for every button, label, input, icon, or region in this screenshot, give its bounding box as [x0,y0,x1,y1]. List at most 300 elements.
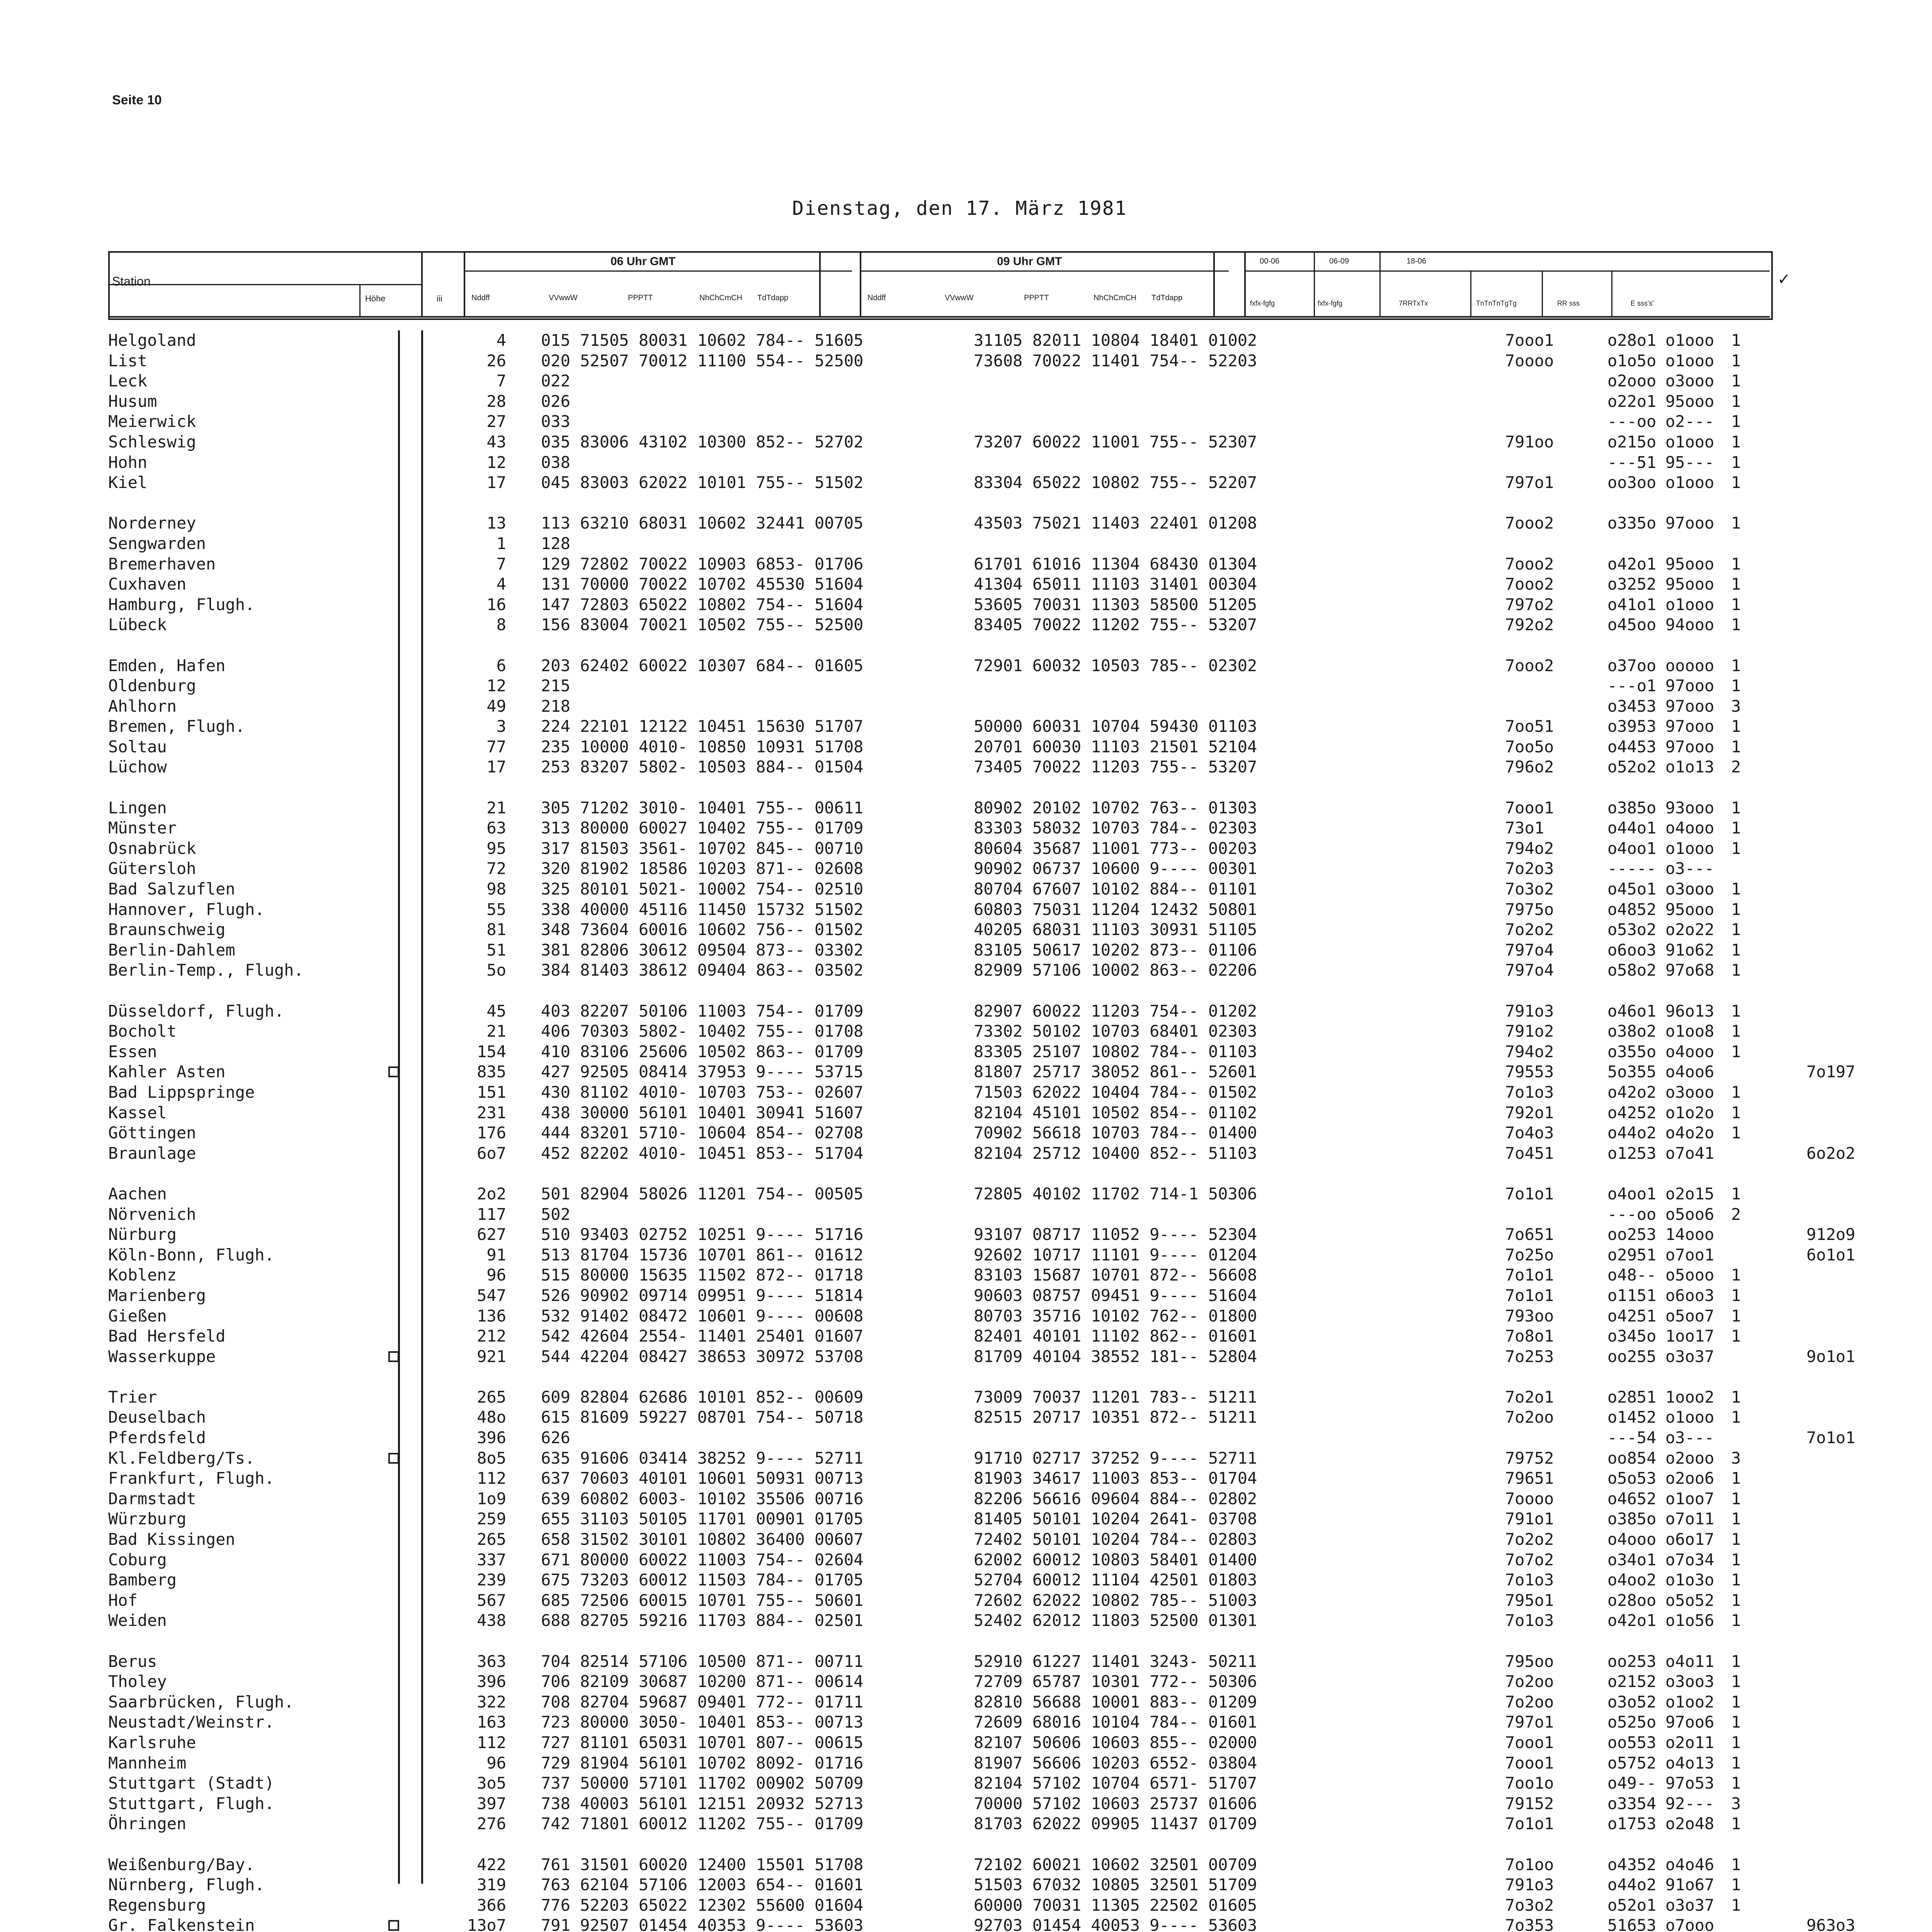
date-line: Dienstag, den 17. März 1981 [792,197,1127,219]
station-height: 17 [486,473,506,492]
value-rr: o5oo6 [1665,1204,1714,1224]
table-row [108,1753,1770,1774]
obs-06: 655 31103 50105 11701 00901 01705 [541,1509,864,1529]
value-extra: 9o1o1 [1806,1347,1855,1366]
value-tn: o1o5o [1607,351,1656,370]
obs-09: 80703 35716 10102 762-- 01800 [974,1306,1257,1325]
station-name: Hohn [108,452,148,472]
obs-06: 131 70000 70022 10702 45530 51604 [541,575,864,594]
obs-06: 022 [541,371,570,391]
obs-06: 776 52203 65022 12302 55600 01604 [541,1895,864,1915]
value-tn: o44o2 [1607,1875,1656,1895]
obs-06: 317 81503 3561- 10702 845-- 00710 [541,838,864,858]
value-rr: o5o52 [1665,1590,1714,1610]
value-e: 1 [1731,1672,1741,1691]
table-row [108,1103,1770,1123]
value-extra: 912o9 [1806,1225,1855,1244]
table-row [108,1001,1770,1022]
value-7rr: 7ooo2 [1505,514,1554,533]
obs-09: 53605 70031 11303 58500 51205 [974,595,1257,614]
page-number: Seite 10 [112,93,162,107]
value-rr: o4o13 [1665,1753,1714,1772]
group-09-header: 09 Uhr GMT [997,255,1062,268]
value-e: 1 [1731,879,1741,899]
value-7rr: 797o1 [1505,473,1554,492]
obs-06: 384 81403 38612 09404 863-- 03502 [541,961,864,980]
table-row [108,1915,1855,1932]
table-row [108,554,1770,575]
obs-09: 70902 56618 10703 784-- 01400 [974,1123,1257,1143]
station-name: Hamburg, Flugh. [108,595,255,614]
value-tn: oo253 [1607,1651,1656,1671]
station-name: Braunschweig [108,920,226,939]
station-height: 163 [477,1713,506,1732]
value-e: 1 [1731,1509,1741,1529]
value-e: 1 [1731,676,1741,696]
station-name: Köln-Bonn, Flugh. [108,1245,274,1264]
value-tn: ---oo [1607,1204,1656,1224]
obs-06: 742 71801 60012 11202 755-- 01709 [541,1814,864,1833]
station-height: 13 [486,514,506,533]
value-7rr: 7o1o3 [1505,1611,1554,1630]
value-tn: o34o1 [1607,1550,1656,1569]
value-7rr: 791o3 [1505,1001,1554,1020]
obs-06: 338 40000 45116 11450 15732 51502 [541,900,864,919]
obs-09: 82107 50606 10603 855-- 02000 [974,1733,1257,1752]
value-7rr: 7o1o3 [1505,1082,1554,1102]
value-rr: 95ooo [1665,575,1714,594]
value-7rr: 79553 [1505,1062,1554,1082]
value-tn: o4ooo [1607,1530,1656,1549]
obs-09: 72901 60032 10503 785-- 02302 [974,656,1257,675]
obs-09: 92703 01454 40053 9---- 53603 [974,1916,1257,1932]
value-7rr: 7o3o2 [1505,1895,1554,1915]
station-height: 26 [486,351,506,370]
value-7rr: 7ooo2 [1505,575,1554,594]
value-7rr: 7o1o1 [1505,1265,1554,1285]
value-tn: oo3oo [1607,473,1656,492]
station-height: 12 [486,452,506,472]
table-row [108,1347,1855,1367]
station-name: Regensburg [108,1895,206,1915]
value-tn: o1151 [1607,1286,1656,1305]
value-e: 1 [1731,1530,1741,1549]
value-e: 1 [1731,1590,1741,1610]
station-name: Berus [108,1651,157,1671]
value-rr: o2o48 [1665,1814,1714,1833]
obs-09: 82810 56688 10001 883-- 01209 [974,1692,1257,1711]
value-tn: o44o2 [1607,1123,1656,1143]
obs-09: 83305 25107 10802 784-- 01103 [974,1042,1257,1061]
station-name: Bad Salzuflen [108,879,235,899]
value-e: 1 [1731,1327,1741,1346]
station-height: 117 [477,1204,506,1224]
obs-06: 688 82705 59216 11703 884-- 02501 [541,1611,864,1630]
value-e: 1 [1731,331,1741,350]
station-height: 1 [496,534,506,553]
station-height: 4 [496,331,506,350]
table-row [108,330,1770,351]
obs-09: 90603 08757 09451 9---- 51604 [974,1286,1257,1305]
obs-09: 82104 57102 10704 6571- 51707 [974,1774,1257,1793]
row-gap [108,981,1770,1001]
obs-09: 31105 82011 10804 18401 01002 [974,331,1257,350]
value-tn: o4352 [1607,1855,1656,1874]
station-name: Helgoland [108,331,196,350]
value-e: 1 [1731,1713,1741,1732]
value-e: 1 [1731,1387,1741,1406]
value-tn: o53o2 [1607,920,1656,939]
sub-4: TnTnTnTgTg [1476,299,1517,307]
col-06-3: PPPTT [628,294,653,302]
table-row [108,1855,1770,1875]
value-e: 1 [1731,838,1741,858]
value-e: 1 [1731,575,1741,594]
station-name: Nörvenich [108,1204,196,1224]
obs-09: 50000 60031 10704 59430 01103 [974,717,1257,736]
obs-06: 203 62402 60022 10307 684-- 01605 [541,656,864,675]
value-7rr: 791oo [1505,432,1554,451]
value-7rr: 7o1oo [1505,1855,1554,1874]
table-row [108,1651,1770,1672]
station-name: Bad Hersfeld [108,1327,226,1346]
value-rr: 97ooo [1665,676,1714,696]
obs-06: 738 40003 56101 12151 20932 52713 [541,1794,864,1813]
value-tn: ---54 [1607,1428,1656,1447]
value-7rr: 79651 [1505,1469,1554,1488]
value-7rr: 7o2o3 [1505,859,1554,878]
station-height: 259 [477,1509,506,1529]
station-height: 363 [477,1651,506,1671]
obs-09: 80704 67607 10102 884-- 01101 [974,879,1257,899]
value-rr: 94ooo [1665,615,1714,634]
value-rr: 92--- [1665,1794,1714,1813]
value-7rr: 7o1o1 [1505,1184,1554,1203]
value-extra: 6o1o1 [1806,1245,1855,1264]
obs-06: 737 50000 57101 11702 00902 50709 [541,1774,864,1793]
value-rr: o1ooo [1665,1408,1714,1427]
obs-06: 045 83003 62022 10101 755-- 51502 [541,473,864,492]
value-tn: o3953 [1607,717,1656,736]
table-row [108,1326,1770,1347]
obs-09: 82515 20717 10351 872-- 51211 [974,1408,1257,1427]
station-height: 319 [477,1875,506,1895]
value-rr: o7o11 [1665,1509,1714,1529]
value-rr: 97ooo [1665,737,1714,756]
value-tn: oo255 [1607,1347,1656,1366]
value-7rr: 797o4 [1505,940,1554,959]
station-name: Bremen, Flugh. [108,717,245,736]
station-height: 96 [486,1753,506,1772]
value-tn: ---51 [1607,452,1656,472]
value-7rr: 795o1 [1505,1590,1554,1610]
table-row [108,737,1770,757]
table-row [108,1875,1770,1895]
station-height: 112 [477,1733,506,1752]
value-tn: o28oo [1607,1590,1656,1610]
value-rr: o2o11 [1665,1733,1714,1752]
table-row [108,1509,1770,1529]
obs-06: 129 72802 70022 10903 6853- 01706 [541,554,864,573]
value-tn: ----- [1607,859,1656,878]
value-tn: o4oo1 [1607,838,1656,858]
station-name: Leck [108,371,148,391]
value-7rr: 7o1o3 [1505,1570,1554,1590]
station-name: Norderney [108,514,196,533]
value-7rr: 7oo51 [1505,717,1554,736]
col-09-4: NhChCmCH [1094,294,1137,302]
table-row [108,1143,1855,1164]
obs-09: 20701 60030 11103 21501 52104 [974,737,1257,756]
obs-09: 73009 70037 11201 783-- 51211 [974,1387,1257,1406]
obs-09: 70000 57102 10603 25737 01606 [974,1794,1257,1813]
station-name: Lingen [108,798,167,817]
obs-06: 026 [541,391,570,411]
table-row [108,1286,1770,1306]
obs-09: 83304 65022 10802 755-- 52207 [974,473,1257,492]
value-rr: 96o13 [1665,1001,1714,1020]
value-e: 1 [1731,371,1741,391]
table-row [108,696,1770,717]
value-tn: oo253 [1607,1225,1656,1244]
station-height: 13o7 [467,1916,506,1932]
value-7rr: 7o353 [1505,1916,1554,1932]
table-row [108,1428,1855,1448]
col-09-5: TdTdapp [1151,294,1183,302]
station-name: Husum [108,391,157,411]
obs-06: 147 72803 65022 10802 754-- 51604 [541,595,864,614]
period-18-06: 18-06 [1406,257,1427,265]
table-row [108,859,1770,879]
station-name: Lüchow [108,757,167,777]
value-7rr: 7o651 [1505,1225,1554,1244]
table-row [108,1733,1770,1753]
value-7rr: 7ooo1 [1505,798,1554,817]
value-tn: o5752 [1607,1753,1656,1772]
value-rr: o1o3o [1665,1570,1714,1590]
row-gap [108,1367,1770,1387]
station-name: Saarbrücken, Flugh. [108,1692,294,1711]
obs-06: 532 91402 08472 10601 9---- 00608 [541,1306,864,1325]
value-rr: 97o68 [1665,961,1714,980]
value-tn: ---oo [1607,412,1656,431]
value-rr: o1o13 [1665,757,1714,777]
value-rr: 97oo6 [1665,1713,1714,1732]
station-name: Stuttgart (Stadt) [108,1774,274,1793]
station-name: Neustadt/Weinstr. [108,1713,274,1732]
value-rr: o3o37 [1665,1895,1714,1915]
value-rr: o7o41 [1665,1143,1714,1163]
value-rr: o1ooo [1665,473,1714,492]
station-name: Pferdsfeld [108,1428,206,1447]
obs-06: 406 70303 5802- 10402 755-- 01708 [541,1022,864,1041]
value-tn: o42o2 [1607,1082,1656,1102]
value-e: 1 [1731,1103,1741,1122]
table-row [108,656,1770,676]
value-7rr: 7oooo [1505,1489,1554,1508]
station-table [108,330,1855,1932]
value-rr: o4o11 [1665,1651,1714,1671]
value-rr: 91o62 [1665,940,1714,959]
table-row [108,1692,1770,1713]
station-height: 17 [486,757,506,777]
value-e: 1 [1731,1306,1741,1325]
value-7rr: 797o2 [1505,595,1554,614]
value-e: 1 [1731,1042,1741,1061]
value-e: 1 [1731,798,1741,817]
value-tn: o2851 [1607,1387,1656,1406]
sub-2: fxfx-fgfg [1318,299,1343,307]
obs-09: 81405 50101 10204 2641- 03708 [974,1509,1257,1529]
station-height: 835 [477,1062,506,1082]
station-height: 176 [477,1123,506,1143]
value-rr: o1ooo [1665,432,1714,451]
station-height: 151 [477,1082,506,1102]
station-name: Koblenz [108,1265,177,1285]
value-rr: o4ooo [1665,818,1714,838]
value-7rr: 7o3o2 [1505,879,1554,899]
table-row [108,1245,1855,1265]
col-06-4: NhChCmCH [699,294,743,302]
row-gap [108,493,1770,514]
value-7rr: 791o2 [1505,1022,1554,1041]
value-e: 1 [1731,1611,1741,1630]
value-7rr: 7o2o2 [1505,1530,1554,1549]
value-7rr: 794o2 [1505,838,1554,858]
station-name: Coburg [108,1550,167,1569]
value-e: 1 [1731,1733,1741,1752]
station-name: Mannheim [108,1753,187,1772]
period-00-06: 00-06 [1260,257,1280,265]
value-rr: o5oo7 [1665,1306,1714,1325]
value-tn: o4oo1 [1607,1184,1656,1203]
row-gap [108,777,1770,798]
col-06-2: VVwwW [549,294,578,302]
station-height: 921 [477,1347,506,1366]
station-height: 81 [486,920,506,939]
obs-06: 675 73203 60012 11503 784-- 01705 [541,1570,864,1590]
value-tn: o3453 [1607,696,1656,716]
obs-09: 72709 65787 10301 772-- 50306 [974,1672,1257,1691]
station-name: Bad Kissingen [108,1530,235,1549]
obs-06: 761 31501 60020 12400 15501 51708 [541,1855,864,1874]
station-name: Marienberg [108,1286,206,1305]
station-height: 28 [486,391,506,411]
table-row [108,1184,1770,1204]
table-row [108,1895,1770,1916]
obs-09: 81703 62022 09905 11437 01709 [974,1814,1257,1833]
value-tn: o46o1 [1607,1001,1656,1020]
obs-09: 81807 25717 38052 861-- 52601 [974,1062,1257,1082]
value-rr: 97ooo [1665,696,1714,716]
station-height: 51 [486,940,506,959]
obs-06: 658 31502 30101 10802 36400 00607 [541,1530,864,1549]
value-e: 1 [1731,615,1741,634]
value-e: 2 [1731,1204,1741,1224]
value-e: 1 [1731,1774,1741,1793]
table-row [108,1794,1770,1814]
obs-09: 72805 40102 11702 714-1 50306 [974,1184,1257,1203]
col-06-5: TdTdapp [757,294,789,302]
station-name: Kiel [108,473,148,492]
value-extra: 963o3 [1806,1916,1855,1932]
station-height: 567 [477,1590,506,1610]
value-7rr: 7oooo [1505,351,1554,370]
table-row [108,574,1770,595]
table-row [108,1468,1770,1489]
value-rr: ooooo [1665,656,1714,675]
obs-09: 51503 67032 10805 32501 51709 [974,1875,1257,1895]
value-7rr: 7o451 [1505,1143,1554,1163]
station-name: Gießen [108,1306,167,1325]
period-06-09: 06-09 [1329,257,1349,265]
obs-09: 82907 60022 11203 754-- 01202 [974,1001,1257,1020]
value-tn: o41o1 [1607,595,1656,614]
station-height: 7 [496,371,506,391]
value-e: 1 [1731,656,1741,675]
value-e: 1 [1731,1875,1741,1895]
obs-06: 708 82704 59687 09401 772-- 01711 [541,1692,864,1711]
value-tn: o6oo3 [1607,940,1656,959]
station-height: 112 [477,1469,506,1488]
value-e: 1 [1731,961,1741,980]
obs-09: 80604 35687 11001 773-- 00203 [974,838,1257,858]
obs-09: 72102 60021 10602 32501 00709 [974,1855,1257,1874]
value-7rr: 794o2 [1505,1042,1554,1061]
table-row [108,1306,1770,1327]
value-e: 1 [1731,1692,1741,1711]
table-row [108,1712,1770,1733]
table-row [108,900,1770,920]
station-name: Darmstadt [108,1489,196,1508]
station-name: Öhringen [108,1814,187,1833]
value-e: 1 [1731,1895,1741,1915]
row-gap [108,635,1770,656]
table-row [108,1062,1855,1082]
obs-06: 427 92505 08414 37953 9---- 53715 [541,1062,864,1082]
station-height: 21 [486,1022,506,1041]
obs-09: 82909 57106 10002 863-- 02206 [974,961,1257,980]
station-name: Düsseldorf, Flugh. [108,1001,284,1020]
value-tn: o42o1 [1607,1611,1656,1630]
value-e: 1 [1731,1651,1741,1671]
station-name: Kahler Asten [108,1062,226,1082]
obs-06: 038 [541,452,570,472]
obs-09: 82104 25712 10400 852-- 51103 [974,1143,1257,1163]
value-tn: o1253 [1607,1143,1656,1163]
table-row [108,1265,1770,1286]
value-rr: o3ooo [1665,879,1714,899]
table-row [108,1204,1770,1225]
value-rr: o7ooo [1665,1916,1714,1932]
station-height: 3o5 [477,1774,506,1793]
value-rr: 93ooo [1665,798,1714,817]
value-e: 1 [1731,432,1741,451]
station-name: Schleswig [108,432,196,451]
value-e: 1 [1731,1082,1741,1102]
value-rr: o4ooo [1665,1042,1714,1061]
station-name: Cuxhaven [108,575,187,594]
value-rr: 95ooo [1665,391,1714,411]
station-height: 1o9 [477,1489,506,1508]
station-name: Braunlage [108,1143,196,1163]
value-tn: o58o2 [1607,961,1656,980]
value-tn: o44o1 [1607,818,1656,838]
obs-06: 224 22101 12122 10451 15630 51707 [541,717,864,736]
station-name: Göttingen [108,1123,196,1143]
value-tn: o4453 [1607,737,1656,756]
table-row [108,1042,1770,1062]
